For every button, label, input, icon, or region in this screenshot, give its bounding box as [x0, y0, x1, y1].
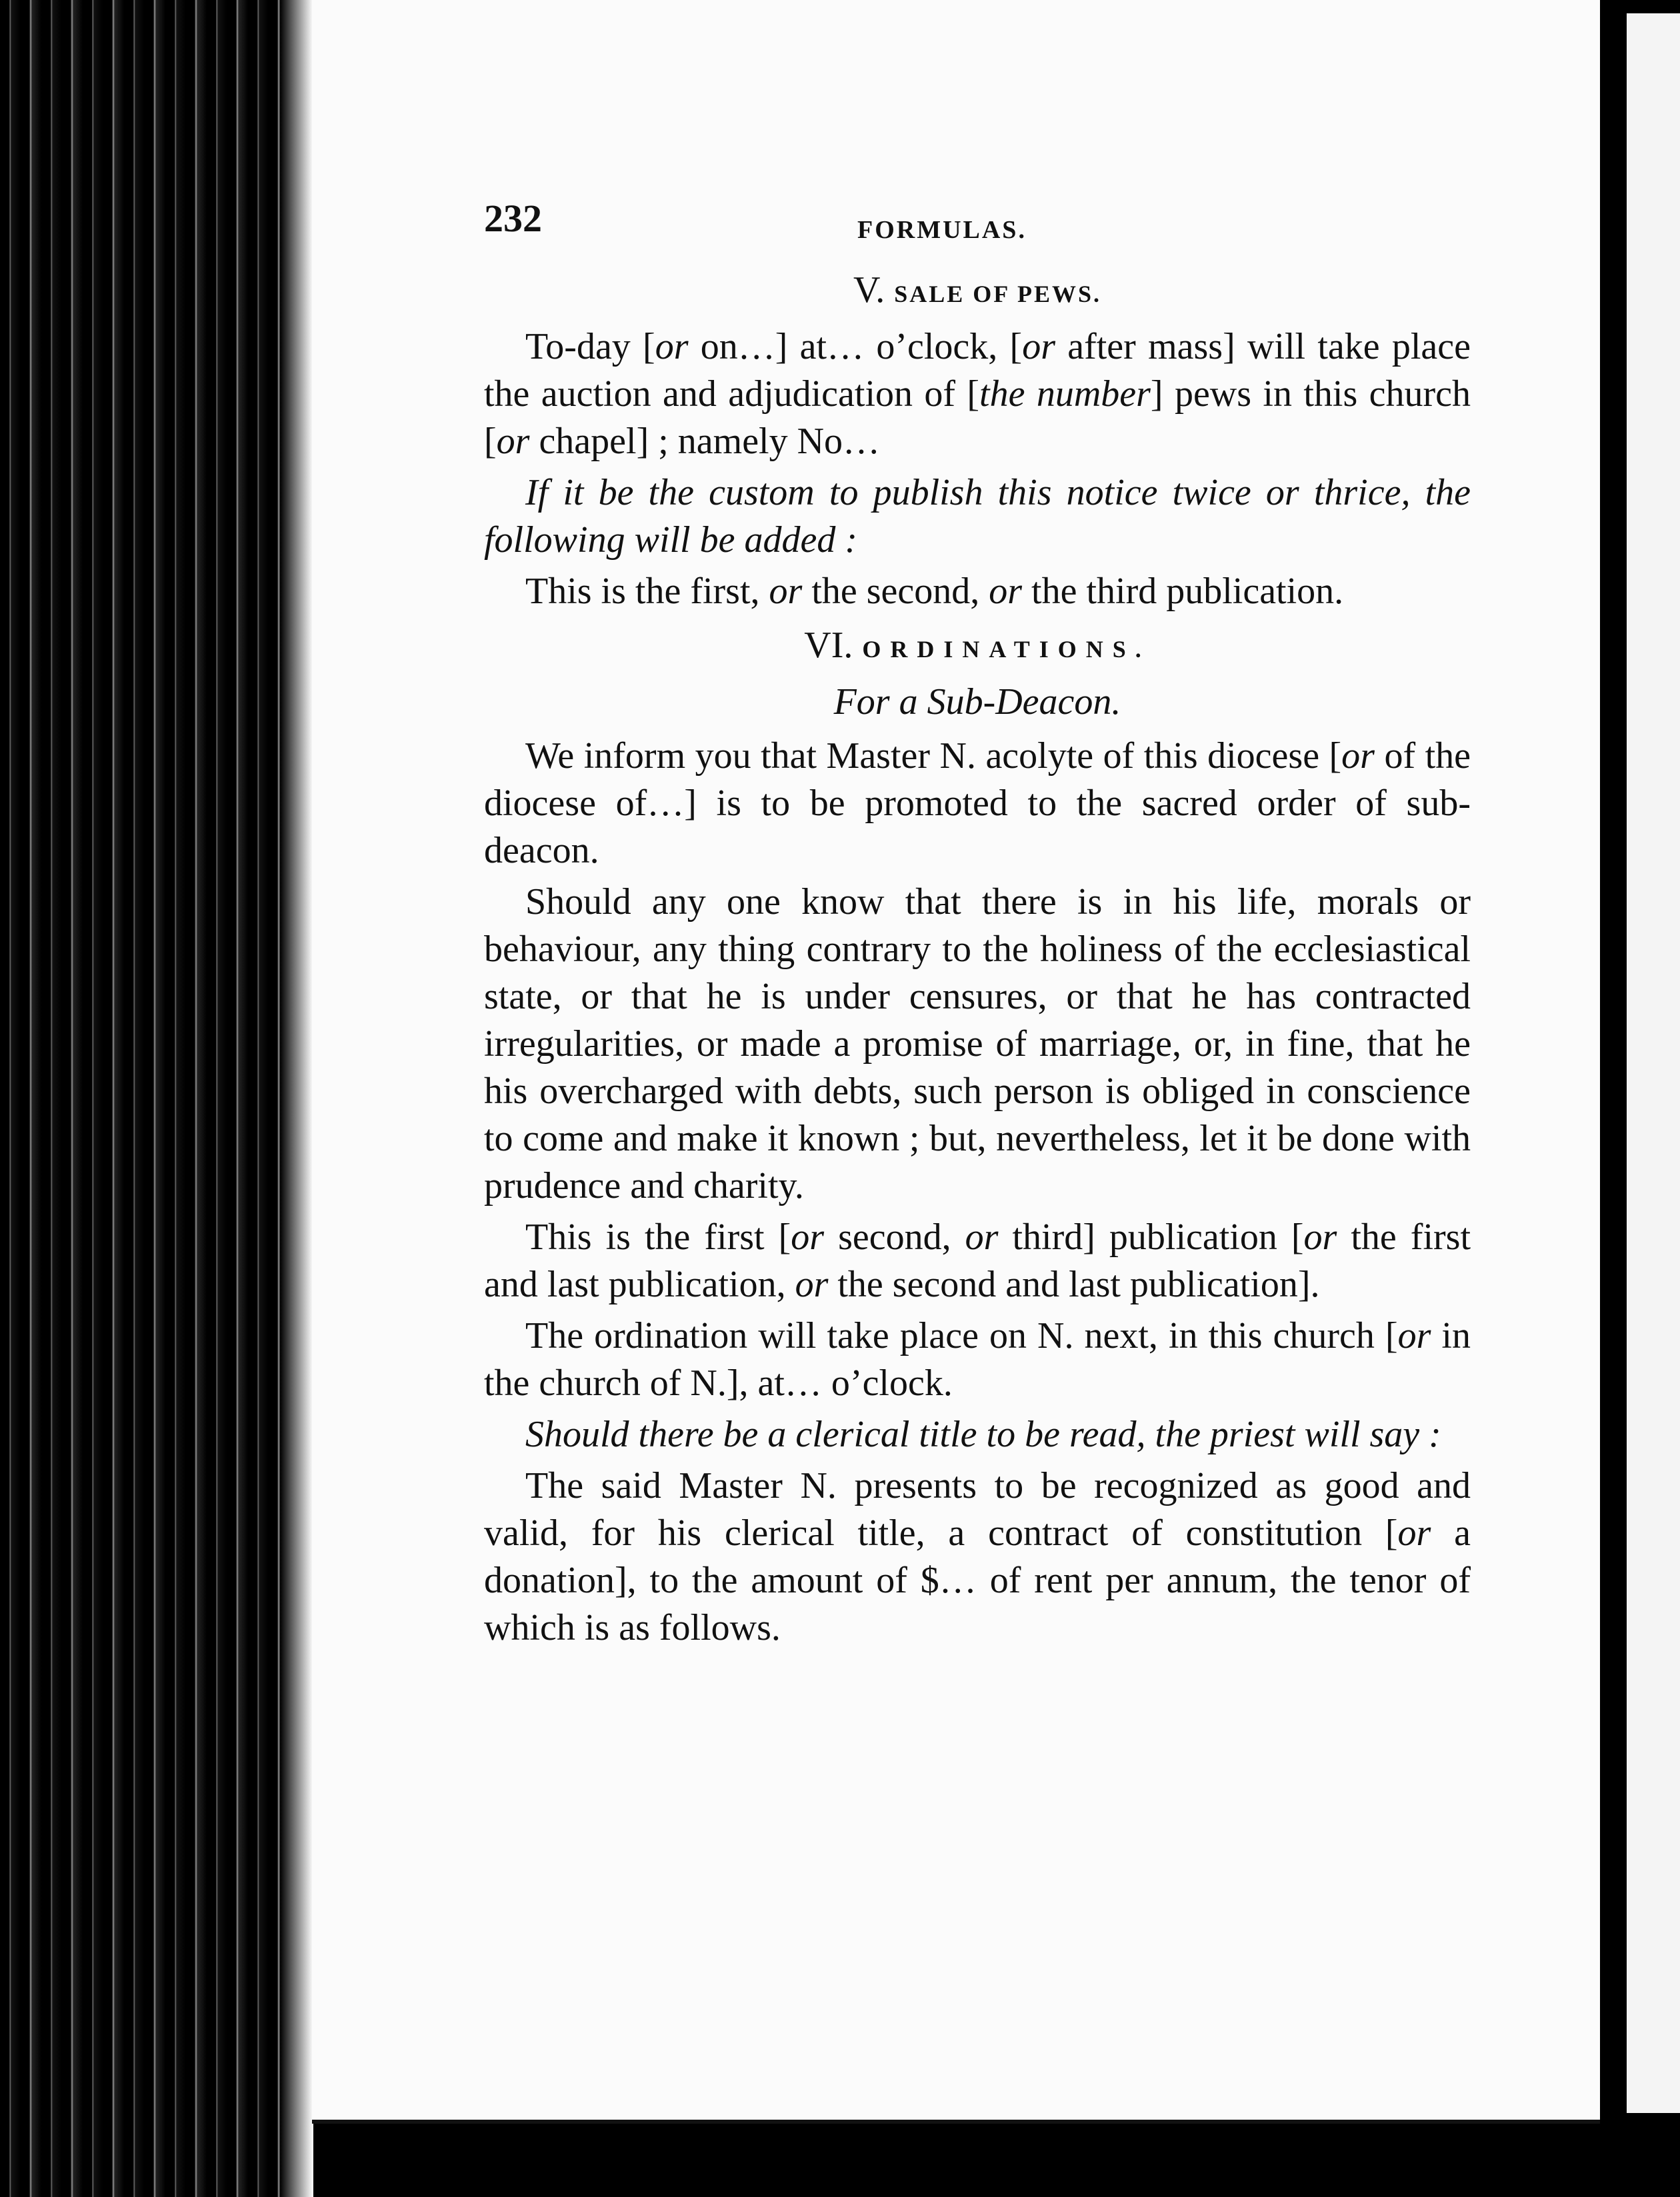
italic-run: the number — [979, 373, 1151, 415]
section-title-ordinations — [484, 622, 1471, 673]
subtitle-sub-deacon: For a Sub-Deacon. — [833, 681, 1121, 723]
running-head: FORMULAS. — [857, 216, 1027, 244]
section-title-sale-of-pews — [484, 267, 1471, 318]
text-run: The ordination will take place on N. next, in this church [ — [525, 1315, 1398, 1356]
section-title-text: ORDINATIONS. — [862, 636, 1151, 663]
page-number: 232 — [484, 197, 542, 240]
text-run: This is the first, — [525, 571, 769, 612]
text-run: the first and last publication, — [484, 1216, 1471, 1305]
italic-run: or — [1303, 1216, 1337, 1258]
italic-run: or — [965, 1216, 999, 1258]
paragraph-publication-number — [484, 1214, 1471, 1308]
text-run: chapel] ; namely No… — [529, 421, 881, 462]
text-run: the second and last publication]. — [828, 1264, 1320, 1305]
italic-run: or — [1397, 1315, 1431, 1356]
page-header — [484, 187, 1471, 260]
italic-run: or — [1397, 1512, 1431, 1554]
section-numeral: V. — [853, 269, 885, 311]
gutter-shadow — [1600, 0, 1627, 2197]
text-run: a donation], to the amount of $… of rent per annum, the tenor of which is as follows. — [484, 1512, 1471, 1648]
italic-run: or — [1022, 326, 1055, 367]
book-page-edges — [0, 0, 313, 2197]
text-run: of the diocese of…] is to be promoted to the sacred order of sub-deacon. — [484, 735, 1471, 871]
italic-run: or — [795, 1264, 829, 1305]
page-content — [484, 187, 1471, 1656]
paragraph-publication-count — [484, 568, 1471, 615]
text-run: after mass] will take place the auction and adjudication of [ — [484, 326, 1471, 415]
italic-run: or — [989, 571, 1023, 612]
instruction-publish-twice: If it be the custom to publish this notice twice or thrice, the following will be added : — [484, 472, 1471, 561]
paragraph-impediments: Should any one know that there is in his life, morals or behaviour, any thing contrary to the holiness of the ecclesiastical state, or that he is under censures, or that he has contracted irregularities, or made a promise of marriage, or, in fine, that he his overcharged with debts, such person is obliged in conscience to come and make it known ; but, nevertheless, let it be done with prudence and charity. — [484, 881, 1471, 1206]
italic-run: or — [496, 421, 530, 462]
text-run: ] pews in this church [ — [484, 373, 1471, 462]
text-run: the third publication. — [1022, 571, 1344, 612]
text-run: To-day [ — [525, 326, 655, 367]
paragraph-ordination-date — [484, 1312, 1471, 1407]
paragraph-auction-notice — [484, 323, 1471, 465]
italic-run: or — [655, 326, 689, 367]
text-run: on…] at… o’clock, [ — [688, 326, 1023, 367]
facing-page-edge — [1627, 13, 1680, 2113]
italic-run: or — [791, 1216, 825, 1258]
paragraph-inform-promotion — [484, 733, 1471, 875]
book-page — [312, 0, 1600, 2124]
text-run: the second, — [802, 571, 989, 612]
text-run: third] publication [ — [998, 1216, 1304, 1258]
text-run: We inform you that Master N. acolyte of this diocese [ — [525, 735, 1342, 777]
section-title-text: SALE OF PEWS. — [894, 281, 1101, 307]
section-numeral: VI. — [804, 625, 853, 666]
text-run: in the church of N.], at… o’clock. — [484, 1315, 1471, 1404]
text-run: second, — [824, 1216, 965, 1258]
italic-run: or — [769, 571, 803, 612]
text-run: The said Master N. presents to be recognized as good and valid, for his clerical title, a contract of constitution [ — [484, 1465, 1471, 1554]
paragraph-clerical-title — [484, 1462, 1471, 1652]
italic-run: or — [1341, 735, 1375, 777]
text-run: This is the first [ — [525, 1216, 791, 1258]
instruction-clerical-title: Should there be a clerical title to be read, the priest will say : — [525, 1414, 1441, 1455]
